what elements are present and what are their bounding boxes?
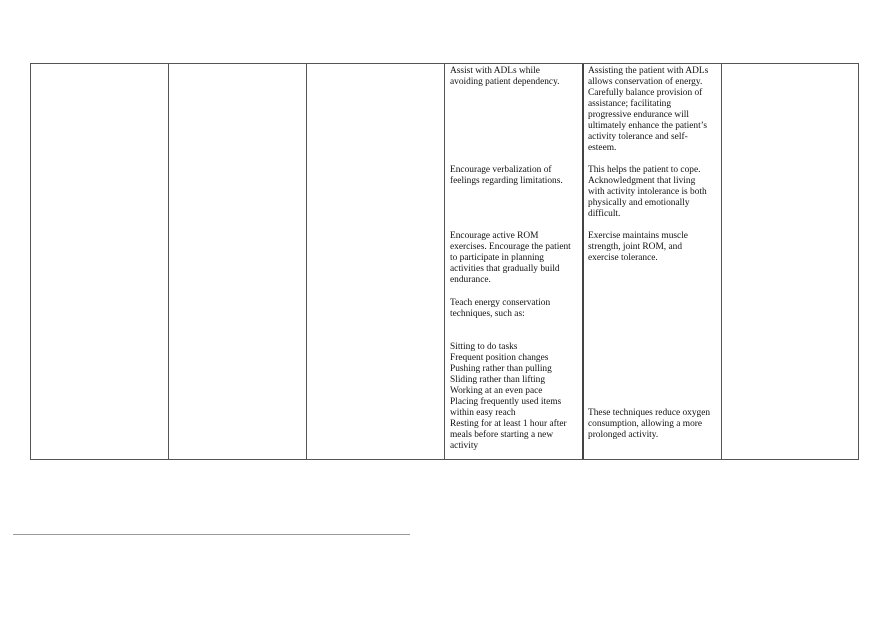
intervention-verbalize: Encourage verbalization of feelings regarding limitations. xyxy=(450,165,563,186)
intervention-rom: Encourage active ROM exercises. Encourage the patient to participate in planning activities that gradually build endurance. xyxy=(450,231,571,285)
footer-rule xyxy=(13,534,410,535)
rationale-adl: Assisting the patient with ADLs allows conservation of energy. Carefully balance provision of assistance; facilitating progressive endurance will ultimately enhance the patient’s activity tolerance and self- esteem. xyxy=(588,66,709,153)
intervention-adl: Assist with ADLs while avoiding patient dependency. xyxy=(450,66,560,87)
column-divider xyxy=(582,64,584,459)
intervention-techniques-list: Sitting to do tasks Frequent position changes Pushing rather than pulling Sliding rather than lifting Working at an even pace Placing frequently used items within easy reach Resting for at least 1 hour after meals before starting a new activity xyxy=(450,342,567,451)
rationale-rom: Exercise maintains muscle strength, joint ROM, and exercise tolerance. xyxy=(588,231,688,263)
column-divider xyxy=(168,64,169,459)
rationale-techniques: These techniques reduce oxygen consumption, allowing a more prolonged activity. xyxy=(588,408,711,440)
column-divider xyxy=(444,64,445,459)
care-plan-table xyxy=(30,63,859,460)
column-divider xyxy=(306,64,307,459)
column-divider xyxy=(721,64,722,459)
intervention-teach: Teach energy conservation techniques, such as: xyxy=(450,298,551,319)
rationale-verbalize: This helps the patient to cope. Acknowledgment that living with activity intolerance is both physically and emotionally difficult. xyxy=(588,165,707,219)
